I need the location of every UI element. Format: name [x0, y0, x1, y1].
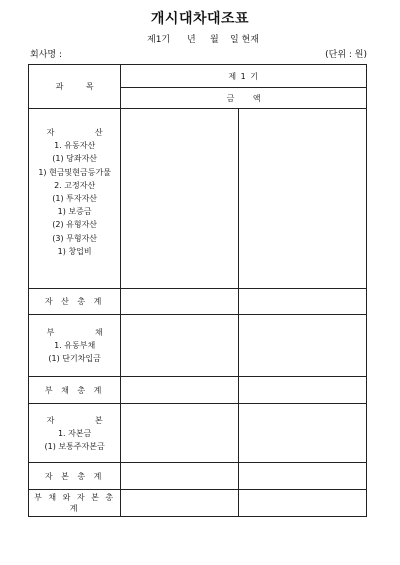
- equity-amount-cell-2: [238, 404, 366, 463]
- assets-heading: 자 산: [46, 128, 103, 137]
- liabilities-amount-cell-2: [238, 315, 366, 377]
- period-month: 월: [210, 35, 219, 45]
- list-item: (1) 단기차입금: [48, 354, 101, 364]
- period-day: 일 현재: [230, 35, 259, 45]
- header-amount: 금 액: [121, 88, 367, 109]
- grand-total-cell-1: [121, 490, 238, 517]
- list-item: (1) 보통주자본금: [44, 442, 105, 452]
- equity-items: [29, 404, 121, 463]
- equity-amount-cell-1: [121, 404, 238, 463]
- assets-amount-cell-2: [238, 109, 366, 289]
- assets-amount-cell-1: [121, 109, 238, 289]
- liabilities-heading: 부 채: [46, 328, 103, 337]
- liabilities-amount-cell-1: [121, 315, 238, 377]
- equity-total-cell-1: [121, 463, 238, 490]
- assets-section: [29, 109, 367, 289]
- period-number: 제1기: [147, 35, 171, 45]
- liabilities-total-cell-1: [121, 377, 238, 404]
- grand-total-cell-2: [238, 490, 366, 517]
- list-item: 1) 창업비: [57, 246, 92, 256]
- header-period: 제 1 기: [121, 65, 367, 88]
- unit-label: (단위 : 원): [325, 50, 367, 60]
- liabilities-total-label: 부 채 총 계: [29, 377, 121, 404]
- equity-heading: 자 본: [46, 416, 103, 425]
- assets-total-label: 자 산 총 계: [29, 289, 121, 315]
- liabilities-section: [29, 315, 367, 377]
- liabilities-total-cell-2: [238, 377, 366, 404]
- document-title: 개시대차대조표: [150, 11, 250, 27]
- list-item: 1) 보증금: [57, 207, 92, 217]
- list-item: 1) 현금및현금등가물: [38, 167, 111, 177]
- list-item: (1) 투자자산: [52, 194, 98, 204]
- equity-total-cell-2: [238, 463, 366, 490]
- period-year: 년: [187, 35, 196, 45]
- liabilities-items: [29, 315, 121, 377]
- list-item: (1) 당좌자산: [52, 154, 98, 164]
- grand-total-label: 부 채 와 자 본 총 계: [29, 490, 121, 517]
- balance-sheet-table: [28, 64, 367, 517]
- list-item: 1. 유동부채: [54, 341, 96, 351]
- list-item: 2. 고정자산: [54, 180, 96, 190]
- list-item: (3) 무형자산: [52, 233, 98, 243]
- assets-items: [29, 109, 121, 289]
- header-subject: 과 목: [29, 65, 121, 109]
- list-item: 1. 자본금: [57, 429, 92, 439]
- assets-total-cell-1: [121, 289, 238, 315]
- list-item: (2) 유형자산: [52, 220, 98, 230]
- list-item: 1. 유동자산: [54, 141, 96, 151]
- equity-section: [29, 404, 367, 463]
- assets-total-cell-2: [238, 289, 366, 315]
- equity-total-label: 자 본 총 계: [29, 463, 121, 490]
- company-label: 회사명 :: [30, 50, 62, 60]
